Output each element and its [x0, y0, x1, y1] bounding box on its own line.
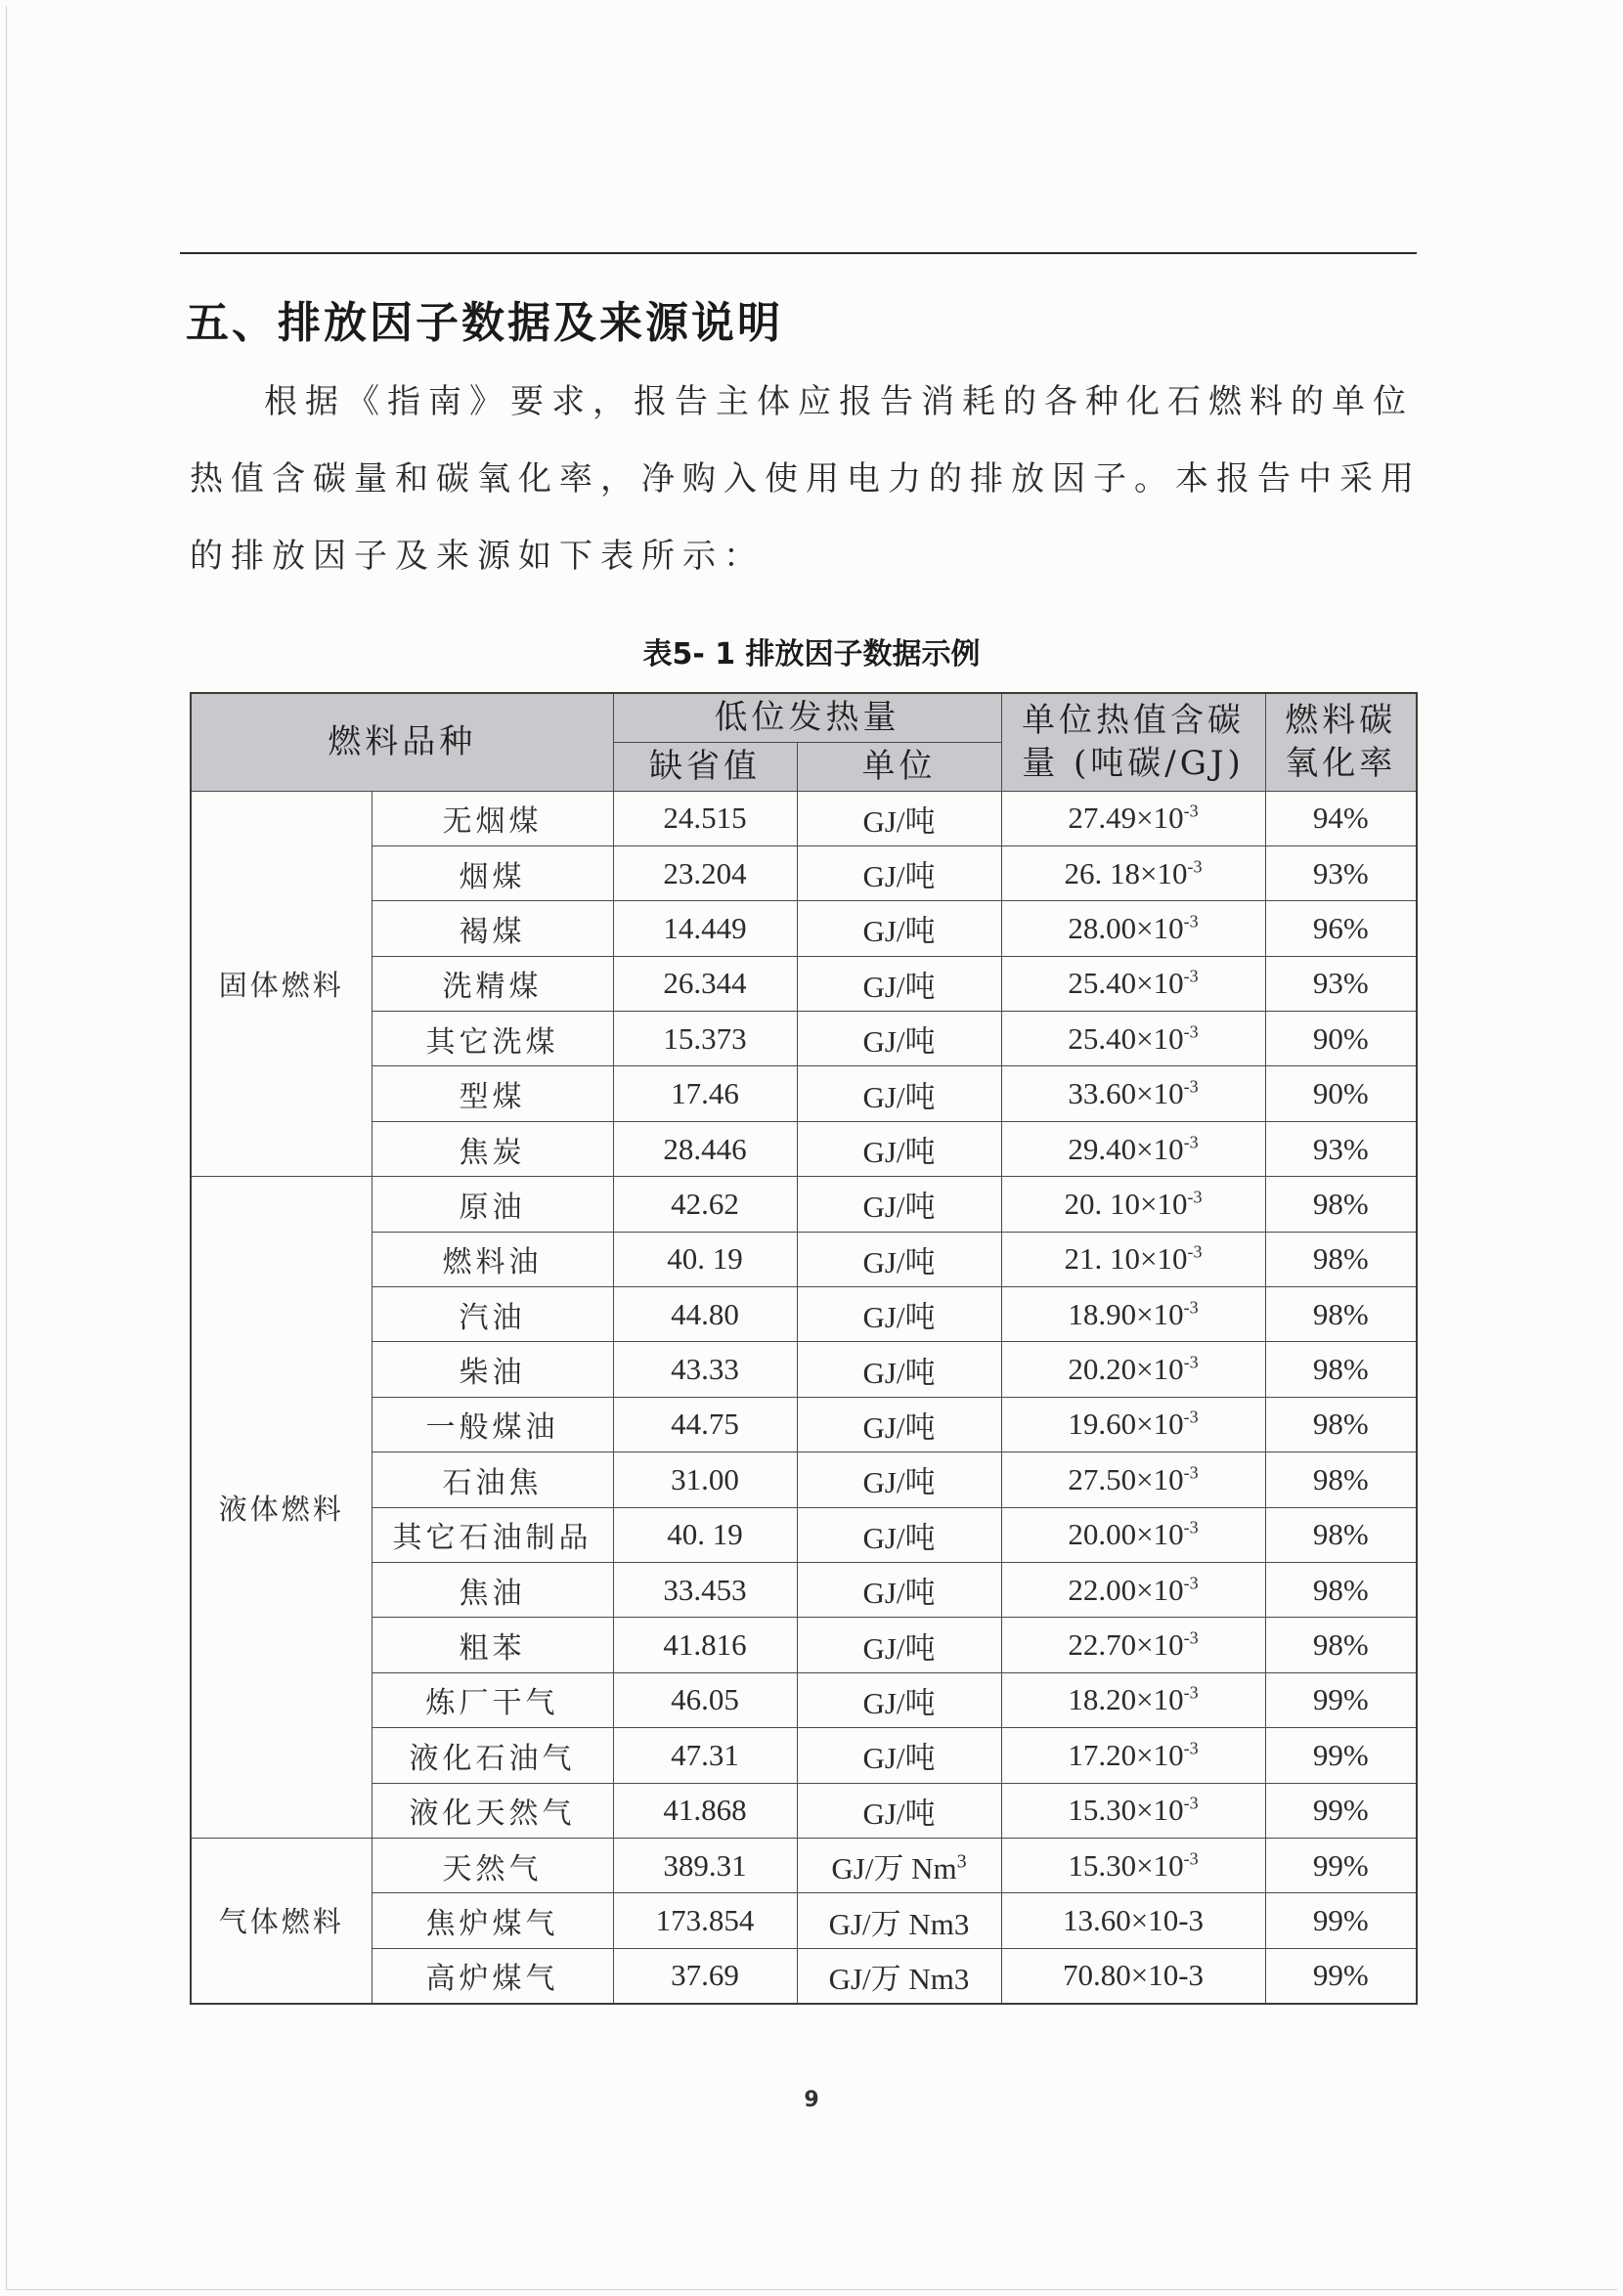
fuel-name: 燃料油	[372, 1232, 613, 1286]
default-value: 17.46	[613, 1066, 797, 1121]
default-value: 15.373	[613, 1012, 797, 1066]
unit-cell	[797, 1452, 1001, 1507]
table-header	[191, 693, 1417, 791]
carbon-content-value: 18.20×10	[1068, 1682, 1184, 1717]
carbon-content-cell	[1001, 1177, 1265, 1232]
carbon-content-cell	[1001, 1838, 1265, 1892]
oxidation-rate: 99%	[1265, 1893, 1417, 1948]
fuel-name: 炼厂干气	[372, 1672, 613, 1727]
unit-cell	[797, 1783, 1001, 1838]
unit-text: GJ/吨	[862, 1244, 936, 1279]
default-value: 28.446	[613, 1121, 797, 1176]
unit-text: GJ/吨	[862, 1685, 936, 1720]
unit-text: GJ/万 Nm3	[828, 1906, 970, 1941]
fuel-category: 固体燃料	[191, 791, 372, 1177]
section-heading: 五、排放因子数据及来源说明	[186, 298, 783, 348]
oxidation-rate: 99%	[1265, 1728, 1417, 1783]
default-value: 31.00	[613, 1452, 797, 1507]
fuel-name: 高炉煤气	[372, 1948, 613, 2003]
default-value: 40. 19	[613, 1232, 797, 1286]
carbon-content-exponent: -3	[1183, 911, 1199, 931]
table-row	[191, 1232, 1417, 1286]
oxidation-rate: 94%	[1265, 791, 1417, 845]
carbon-content-exponent: -3	[1183, 1793, 1199, 1813]
carbon-content-cell	[1001, 1948, 1265, 2003]
table-row	[191, 1893, 1417, 1948]
fuel-name: 原油	[372, 1177, 613, 1232]
table-row	[191, 1672, 1417, 1727]
carbon-content-exponent: -3	[1187, 1241, 1203, 1262]
oxidation-rate: 98%	[1265, 1618, 1417, 1672]
unit-cell	[797, 1232, 1001, 1286]
carbon-content-exponent: -3	[1183, 1683, 1199, 1704]
carbon-content-value: 27.50×10	[1068, 1461, 1184, 1496]
carbon-content-cell	[1001, 1728, 1265, 1783]
default-value: 43.33	[613, 1342, 797, 1397]
table-row	[191, 1397, 1417, 1451]
fuel-category: 气体燃料	[191, 1838, 372, 2003]
unit-cell	[797, 791, 1001, 845]
fuel-name: 焦炉煤气	[372, 1893, 613, 1948]
table-row	[191, 845, 1417, 900]
unit-cell	[797, 845, 1001, 900]
table-row	[191, 1452, 1417, 1507]
unit-text: GJ/吨	[862, 1409, 936, 1445]
default-value: 44.75	[613, 1397, 797, 1451]
table-row	[191, 1342, 1417, 1397]
fuel-name: 石油焦	[372, 1452, 613, 1507]
unit-cell	[797, 1507, 1001, 1562]
carbon-content-cell	[1001, 1342, 1265, 1397]
fuel-name: 无烟煤	[372, 791, 613, 845]
unit-text: GJ/吨	[862, 1024, 936, 1060]
header-default-value: 缺省值	[613, 742, 797, 791]
unit-text: GJ/吨	[862, 1741, 936, 1776]
default-value: 24.515	[613, 791, 797, 845]
default-value: 41.868	[613, 1783, 797, 1838]
oxidation-rate: 98%	[1265, 1507, 1417, 1562]
oxidation-rate: 98%	[1265, 1342, 1417, 1397]
unit-cell	[797, 1893, 1001, 1948]
unit-text: GJ/万 Nm	[831, 1851, 957, 1886]
header-low-heat: 低位发热量	[613, 693, 1001, 742]
unit-text: GJ/吨	[862, 1576, 936, 1611]
unit-text: GJ/吨	[862, 803, 936, 839]
carbon-content-cell	[1001, 1012, 1265, 1066]
table-row	[191, 901, 1417, 956]
carbon-content-value: 15.30×10	[1068, 1847, 1184, 1883]
intro-paragraph: 根据《指南》要求，报告主体应报告消耗的各种化石燃料的单位热值含碳量和碳氧化率，净购入使用电力的排放因子。本报告中采用的排放因子及来源如下表所示：	[190, 382, 1422, 576]
carbon-content-cell	[1001, 1783, 1265, 1838]
unit-cell	[797, 1287, 1001, 1342]
carbon-content-cell	[1001, 845, 1265, 900]
carbon-content-exponent: -3	[1187, 1187, 1203, 1207]
table-row	[191, 1948, 1417, 2003]
carbon-content-exponent: -3	[1187, 856, 1203, 877]
table-row	[191, 1562, 1417, 1617]
fuel-name: 柴油	[372, 1342, 613, 1397]
table-row	[191, 1012, 1417, 1066]
carbon-content-exponent: -3	[1183, 1627, 1199, 1648]
fuel-name: 其它洗煤	[372, 1012, 613, 1066]
oxidation-rate: 96%	[1265, 901, 1417, 956]
unit-cell	[797, 1838, 1001, 1892]
unit-cell	[797, 1672, 1001, 1727]
table-row	[191, 1121, 1417, 1176]
unit-text: GJ/吨	[862, 1630, 936, 1666]
fuel-name: 汽油	[372, 1287, 613, 1342]
fuel-name: 焦油	[372, 1562, 613, 1617]
carbon-content-value: 25.40×10	[1068, 966, 1184, 1001]
carbon-content-exponent: -3	[1183, 1738, 1199, 1758]
default-value: 37.69	[613, 1948, 797, 2003]
carbon-content-value: 20.20×10	[1068, 1352, 1184, 1387]
carbon-content-exponent: -3	[1183, 1848, 1199, 1869]
oxidation-rate: 99%	[1265, 1783, 1417, 1838]
table-row	[191, 1728, 1417, 1783]
carbon-content-value: 25.40×10	[1068, 1020, 1184, 1056]
fuel-name: 粗苯	[372, 1618, 613, 1672]
unit-text: GJ/吨	[862, 1079, 936, 1114]
unit-cell	[797, 1342, 1001, 1397]
carbon-content-value: 22.70×10	[1068, 1627, 1184, 1663]
carbon-content-exponent: -3	[1183, 801, 1199, 821]
unit-cell	[797, 1728, 1001, 1783]
carbon-content-cell	[1001, 1893, 1265, 1948]
oxidation-rate: 99%	[1265, 1948, 1417, 2003]
oxidation-rate: 90%	[1265, 1012, 1417, 1066]
unit-cell	[797, 1562, 1001, 1617]
carbon-content-cell	[1001, 791, 1265, 845]
default-value: 44.80	[613, 1287, 797, 1342]
table-body	[191, 791, 1417, 2004]
unit-cell	[797, 1177, 1001, 1232]
carbon-content-cell	[1001, 956, 1265, 1011]
unit-cell	[797, 901, 1001, 956]
oxidation-rate: 98%	[1265, 1452, 1417, 1507]
carbon-content-exponent: -3	[1183, 967, 1199, 987]
carbon-content-value: 17.20×10	[1068, 1737, 1184, 1772]
oxidation-rate: 98%	[1265, 1287, 1417, 1342]
fuel-name: 烟煤	[372, 845, 613, 900]
carbon-content-cell	[1001, 901, 1265, 956]
carbon-content-cell	[1001, 1562, 1265, 1617]
carbon-content-exponent: -3	[1183, 1352, 1199, 1372]
carbon-content-value: 28.00×10	[1068, 910, 1184, 945]
header-carbon-content: 单位热值含碳量 (吨碳/GJ)	[1001, 693, 1265, 791]
carbon-content-value: 22.00×10	[1068, 1572, 1184, 1607]
carbon-content-value: 19.60×10	[1068, 1407, 1184, 1442]
table-row	[191, 791, 1417, 845]
default-value: 389.31	[613, 1838, 797, 1892]
fuel-name: 褐煤	[372, 901, 613, 956]
table-row	[191, 1177, 1417, 1232]
carbon-content-cell	[1001, 1287, 1265, 1342]
fuel-name: 一般煤油	[372, 1397, 613, 1451]
carbon-content-value: 21. 10×10	[1064, 1241, 1188, 1277]
fuel-name: 天然气	[372, 1838, 613, 1892]
carbon-content-value: 15.30×10	[1068, 1793, 1184, 1828]
carbon-content-exponent: -3	[1183, 1462, 1199, 1483]
carbon-content-cell	[1001, 1232, 1265, 1286]
carbon-content-value: 70.80×10-3	[1062, 1958, 1205, 1993]
carbon-content-value: 13.60×10-3	[1062, 1903, 1205, 1937]
carbon-content-cell	[1001, 1672, 1265, 1727]
table-row	[191, 1838, 1417, 1892]
unit-cell	[797, 1397, 1001, 1451]
carbon-content-value: 33.60×10	[1068, 1076, 1184, 1111]
unit-cell	[797, 1012, 1001, 1066]
fuel-name: 液化石油气	[372, 1728, 613, 1783]
unit-text: GJ/吨	[862, 1300, 936, 1335]
carbon-content-cell	[1001, 1618, 1265, 1672]
unit-cell	[797, 1618, 1001, 1672]
carbon-content-value: 26. 18×10	[1064, 855, 1188, 890]
fuel-name: 液化天然气	[372, 1783, 613, 1838]
unit-text: GJ/万 Nm3	[828, 1961, 970, 1996]
carbon-content-value: 20. 10×10	[1064, 1186, 1188, 1221]
unit-text: GJ/吨	[862, 1355, 936, 1390]
carbon-content-cell	[1001, 1507, 1265, 1562]
default-value: 41.816	[613, 1618, 797, 1672]
oxidation-rate: 93%	[1265, 956, 1417, 1011]
carbon-content-value: 18.90×10	[1068, 1296, 1184, 1331]
unit-text: GJ/吨	[862, 1190, 936, 1225]
default-value: 33.453	[613, 1562, 797, 1617]
unit-text: GJ/吨	[862, 1135, 936, 1170]
oxidation-rate: 98%	[1265, 1397, 1417, 1451]
unit-text: GJ/吨	[862, 969, 936, 1004]
oxidation-rate: 99%	[1265, 1838, 1417, 1892]
default-value: 26.344	[613, 956, 797, 1011]
carbon-content-cell	[1001, 1121, 1265, 1176]
carbon-content-exponent: -3	[1183, 1408, 1199, 1428]
unit-cell	[797, 1121, 1001, 1176]
unit-text: GJ/吨	[862, 1796, 936, 1831]
table-row	[191, 1507, 1417, 1562]
fuel-name: 型煤	[372, 1066, 613, 1121]
default-value: 173.854	[613, 1893, 797, 1948]
carbon-content-exponent: -3	[1183, 1297, 1199, 1318]
default-value: 46.05	[613, 1672, 797, 1727]
unit-cell	[797, 1066, 1001, 1121]
fuel-name: 洗精煤	[372, 956, 613, 1011]
default-value: 40. 19	[613, 1507, 797, 1562]
unit-text: GJ/吨	[862, 859, 936, 894]
carbon-content-cell	[1001, 1452, 1265, 1507]
fuel-name: 焦炭	[372, 1121, 613, 1176]
carbon-content-exponent: -3	[1183, 1132, 1199, 1152]
default-value: 23.204	[613, 845, 797, 900]
carbon-content-cell	[1001, 1066, 1265, 1121]
table-row	[191, 1783, 1417, 1838]
default-value: 14.449	[613, 901, 797, 956]
carbon-content-exponent: -3	[1183, 1076, 1199, 1097]
table-caption: 表5- 1 排放因子数据示例	[642, 637, 981, 671]
unit-text: GJ/吨	[862, 1465, 936, 1500]
fuel-category: 液体燃料	[191, 1177, 372, 1839]
oxidation-rate: 93%	[1265, 845, 1417, 900]
table-row	[191, 1618, 1417, 1672]
carbon-content-value: 27.49×10	[1068, 801, 1184, 836]
header-rule	[180, 252, 1417, 254]
table-row	[191, 1066, 1417, 1121]
emission-factor-table	[190, 692, 1418, 2005]
oxidation-rate: 98%	[1265, 1562, 1417, 1617]
unit-text: GJ/吨	[862, 914, 936, 949]
page-number: 9	[804, 2088, 819, 2112]
oxidation-rate: 99%	[1265, 1672, 1417, 1727]
carbon-content-value: 20.00×10	[1068, 1517, 1184, 1552]
carbon-content-exponent: -3	[1183, 1021, 1199, 1042]
carbon-content-cell	[1001, 1397, 1265, 1451]
unit-text: GJ/吨	[862, 1520, 936, 1555]
carbon-content-value: 29.40×10	[1068, 1131, 1184, 1166]
unit-cell	[797, 1948, 1001, 2003]
header-fuel-type: 燃料品种	[191, 693, 613, 791]
header-unit: 单位	[797, 742, 1001, 791]
oxidation-rate: 90%	[1265, 1066, 1417, 1121]
unit-cell	[797, 956, 1001, 1011]
default-value: 47.31	[613, 1728, 797, 1783]
unit-superscript: 3	[956, 1850, 967, 1873]
oxidation-rate: 98%	[1265, 1232, 1417, 1286]
carbon-content-exponent: -3	[1183, 1517, 1199, 1538]
table-row	[191, 1287, 1417, 1342]
header-oxidation-rate: 燃料碳氧化率	[1265, 693, 1417, 791]
fuel-name: 其它石油制品	[372, 1507, 613, 1562]
oxidation-rate: 98%	[1265, 1177, 1417, 1232]
oxidation-rate: 93%	[1265, 1121, 1417, 1176]
default-value: 42.62	[613, 1177, 797, 1232]
table-row	[191, 956, 1417, 1011]
carbon-content-exponent: -3	[1183, 1573, 1199, 1593]
